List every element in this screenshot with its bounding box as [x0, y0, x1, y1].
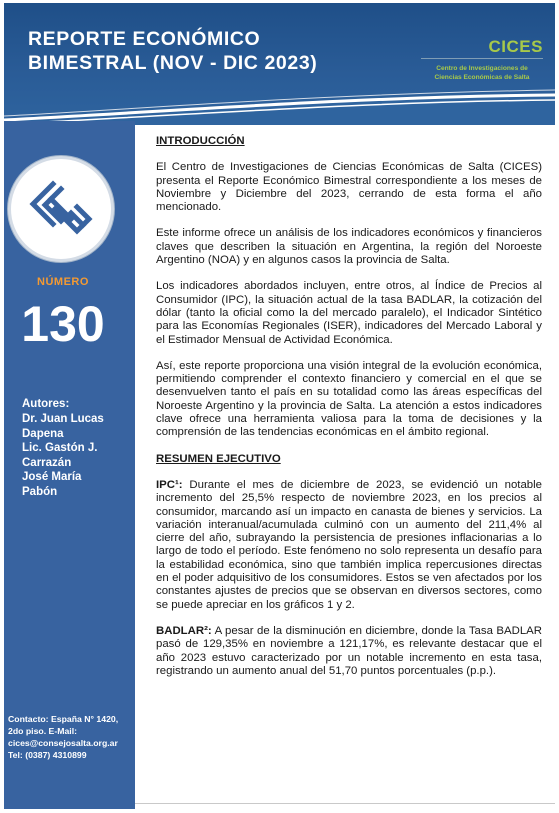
contact-phone: Tel: (0387) 4310899 [8, 750, 87, 760]
ipc-paragraph [156, 479, 542, 612]
intro-paragraph: Este informe ofrece un análisis de los indicadores económicos y financieros claves que describen la situación en Argentina, la región del Noroeste Argentino (NOA) y en algunos casos la provincia de Salta. [156, 227, 542, 267]
report-title-line2: BIMESTRAL (NOV - DIC 2023) [28, 52, 318, 74]
report-title-line1: REPORTE ECONÓMICO [28, 28, 261, 50]
header-swoosh-decoration [4, 75, 555, 125]
header-banner [4, 3, 555, 121]
intro-paragraph: Así, este reporte proporciona una visión integral de la evolución económica, permitiendo comprender el contexto financiero y comercial en el que se desenvuelven tanto el país en su totalidad como las áreas específicas del Noroeste Argentino y la provincia de Salta. La atención a estos indicadores clave ofrece una herramienta valiosa para la toma de decisiones y la comprensión de las tendencias económicas en el ámbito regional. [156, 359, 542, 439]
author-line: José María [22, 471, 82, 483]
brand-divider [421, 58, 543, 59]
report-body [156, 135, 542, 691]
sidebar [4, 121, 135, 809]
contact-info [8, 713, 134, 761]
issue-number: 130 [21, 296, 105, 352]
author-line: Dapena [22, 427, 64, 440]
cices-emblem-logo [8, 156, 114, 262]
issue-number-label: NÚMERO [37, 276, 89, 288]
contact-address: Contacto: España N° 1420, [8, 714, 119, 724]
authors-label: Autores: [22, 398, 70, 410]
author-line: Pabón [22, 485, 58, 498]
badlar-text: A pesar de la disminución en diciembre, donde la Tasa BADLAR pasó de 129,35% en noviembre a 121,17%, es relevante destacar que el año 2023 estuvo caracterizado por un notable incremento en esta tasa, registrando un aumento anual del 51,70 puntos porcentuales (p.p.). [156, 624, 542, 677]
intro-heading: INTRODUCCIÓN [156, 135, 245, 147]
report-page [4, 3, 555, 809]
intro-paragraph: Los indicadores abordados incluyen, entre otros, al Índice de Precios al Consumidor (IPC), la situación actual de la tasa BADLAR, la cotización del dólar (tanto la oficial como la del mercado paralelo), el Indicador Sintético para las Economías Regionales (ISER), indicadores del Mercado Laboral y el Estimador Mensual de Actividad Económica. [156, 280, 542, 346]
contact-email[interactable]: cices@consejosalta.org.ar [8, 738, 118, 748]
authors-list [22, 412, 132, 499]
badlar-paragraph [156, 625, 542, 678]
intro-paragraph: El Centro de Investigaciones de Ciencias Económicas de Salta (CICES) presenta el Reporte Económico Bimestral correspondiente a los meses de Noviembre y Diciembre del 2023, cerrando de esta forma el año mencionado. [156, 161, 542, 214]
badlar-label: BADLAR²: [156, 624, 212, 637]
summary-heading: RESUMEN EJECUTIVO [156, 452, 281, 465]
ipc-text: Durante el mes de diciembre de 2023, se evidenció un notable incremento del 25,5% respecto de noviembre 2023, en los precios al consumidor, marcando así un impacto en canasta de bienes y servicios. La variación interanual/acumulada culminó con un aumento del 211,4% al cierre del año, subrayando la persistencia de presiones inflacionarias a lo largo de todo el período. Este fenómeno no solo representa un desafío para la estabilidad económica, sino que también implica repercusiones directas en el poder adquisitivo de los consumidores. Estos se ven afectados por los constantes ajustes de precios que se observan en diversos sectores, como se puede apreciar en los gráficos 1 y 2. [156, 478, 542, 611]
author-line: Lic. Gastón J. [22, 442, 98, 454]
brand-subtitle-line2: Ciencias Económicas de Salta [434, 74, 530, 81]
contact-floor-email-label: 2do piso. E-Mail: [8, 726, 78, 736]
author-line: Dr. Juan Lucas [22, 413, 104, 425]
cices-emblem-icon [11, 159, 111, 259]
author-line: Carrazán [22, 456, 72, 469]
cices-brand-logo: CICES [488, 37, 543, 56]
footer-divider [135, 803, 555, 804]
ipc-label: IPC¹: [156, 478, 183, 491]
brand-subtitle-line1: Centro de Investigaciones de [436, 65, 528, 72]
